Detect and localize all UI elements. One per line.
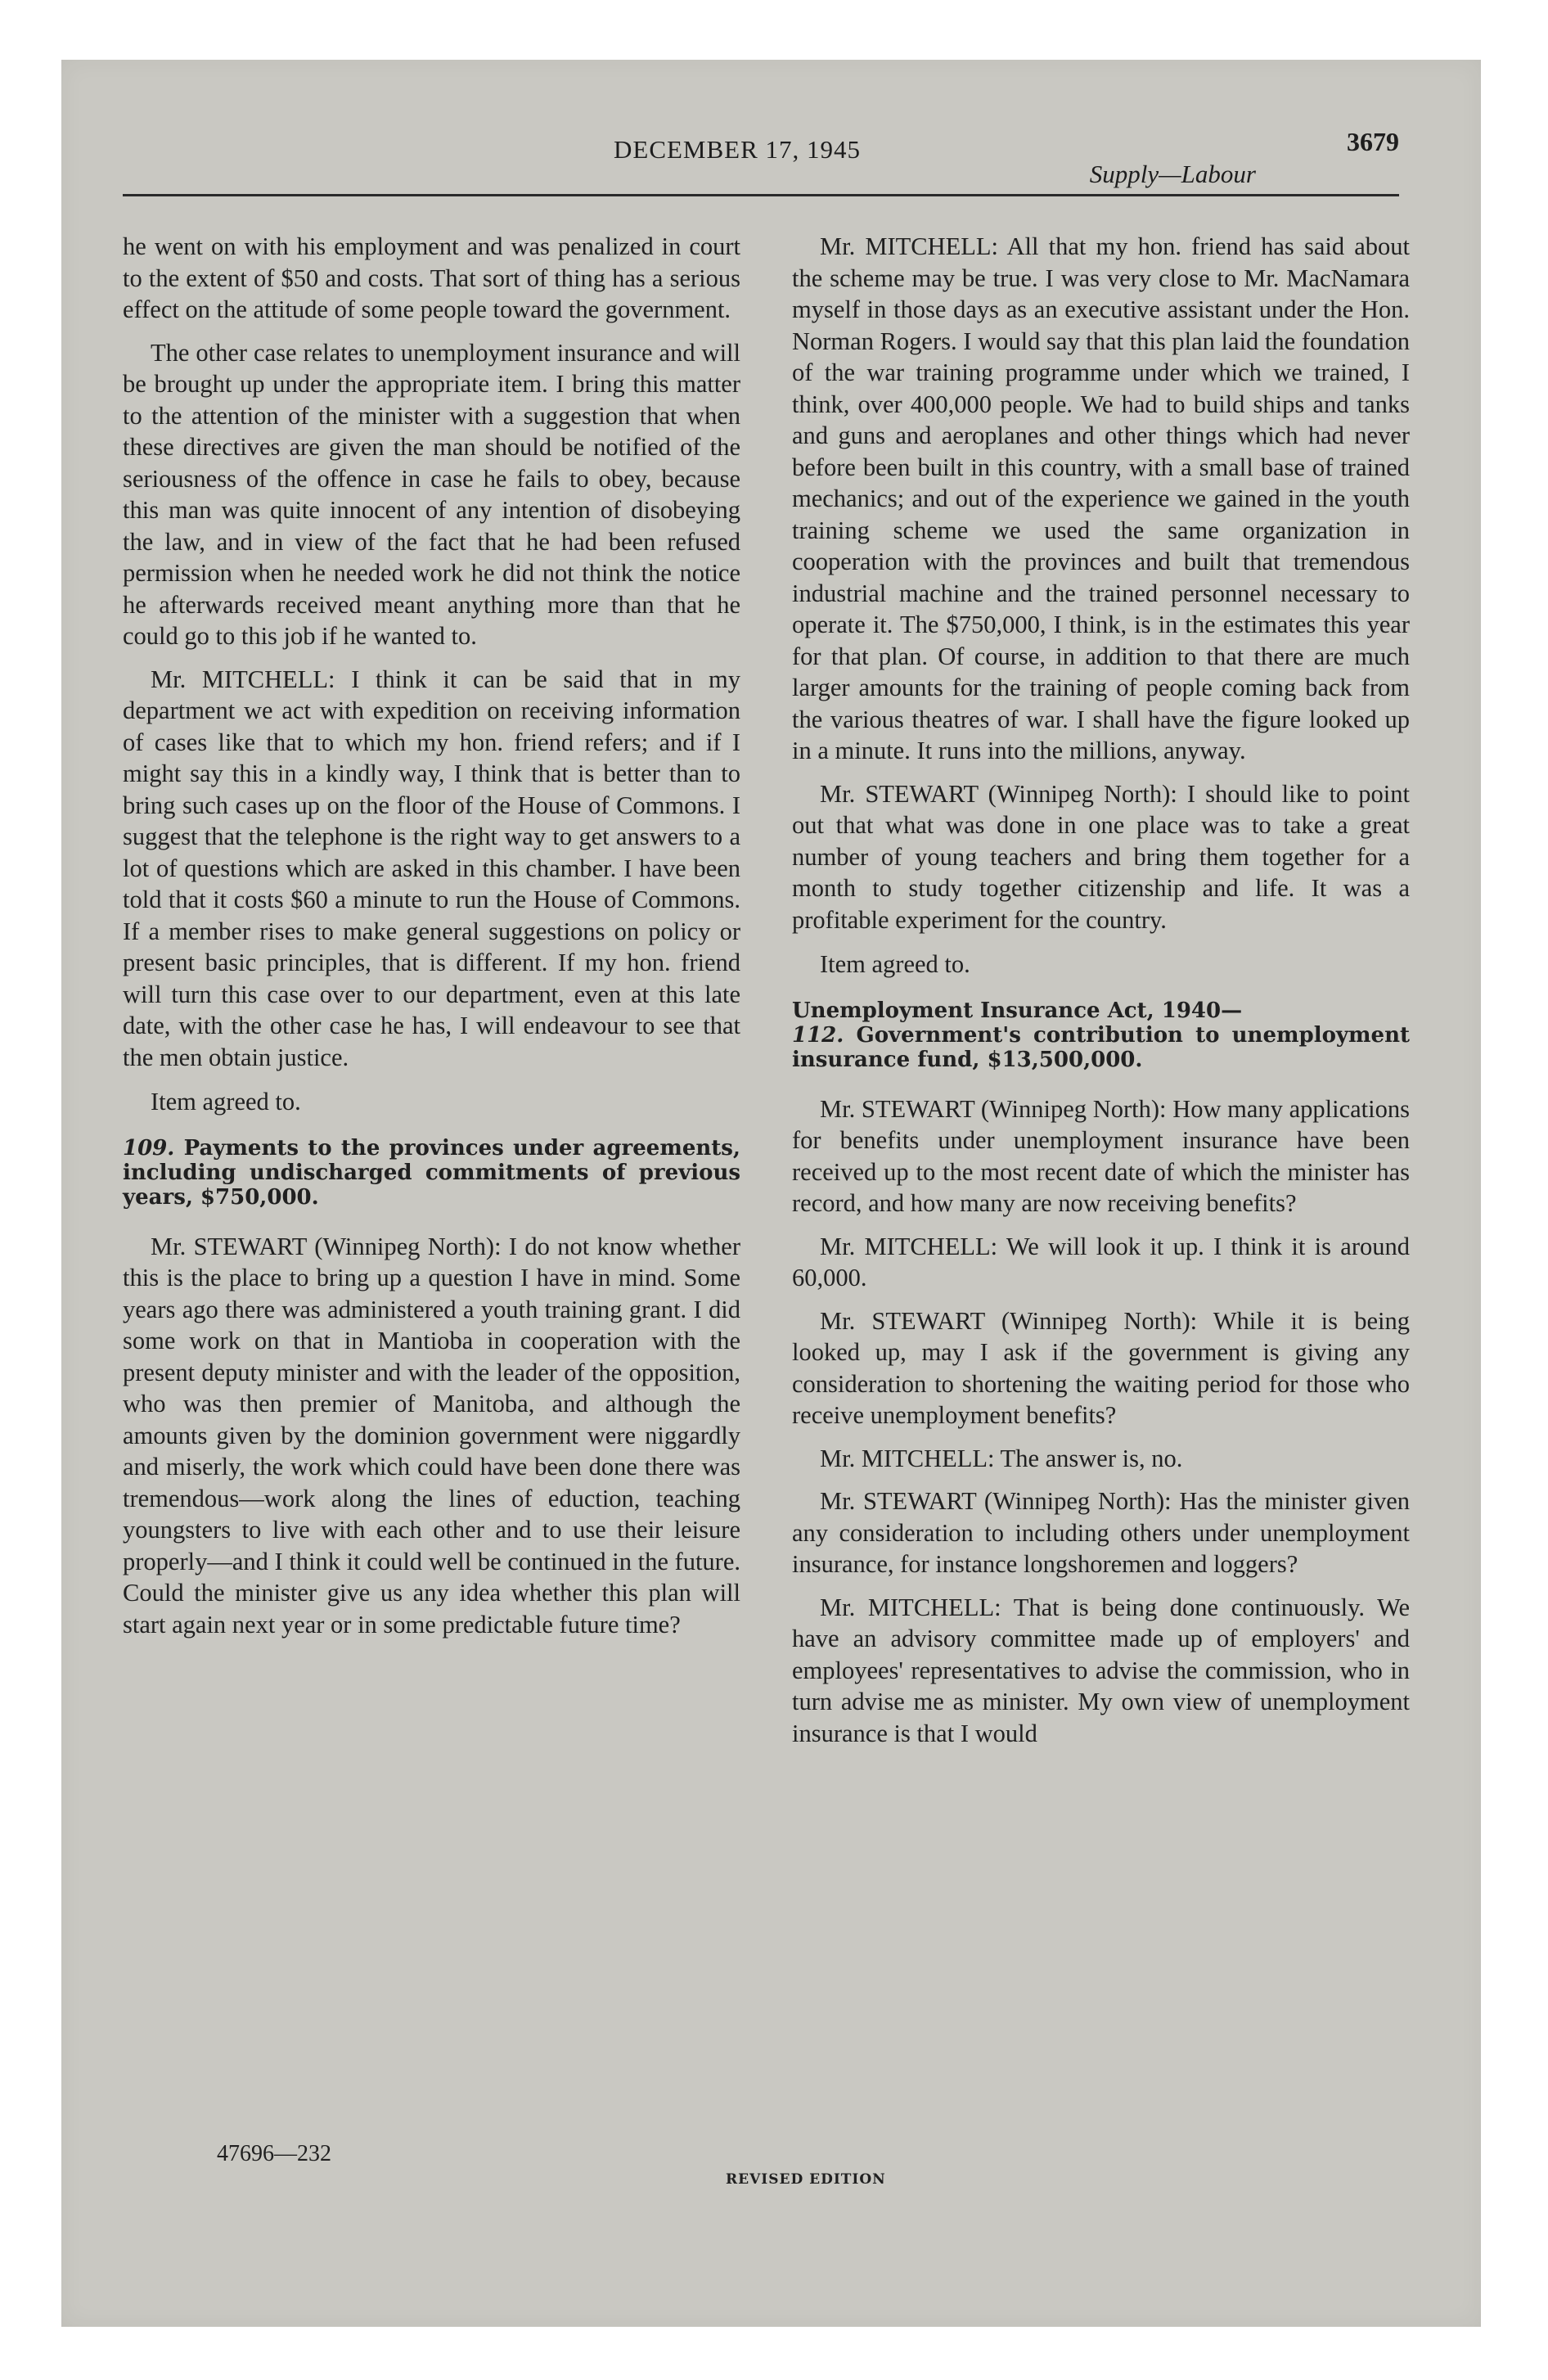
estimate-item-heading — [123, 1136, 740, 1210]
item-description: Government's contribution to unemployment insurance fund, $13,500,000. — [792, 1022, 1410, 1072]
item-description: Payments to the provinces under agreements, including undischarged commitments of previous years, $750,000. — [123, 1135, 740, 1210]
paragraph: Mr. MITCHELL: The answer is, no. — [820, 1444, 1183, 1472]
item-agreed: Item agreed to. — [151, 1088, 301, 1116]
paragraph: Mr. MITCHELL: We will look it up. I think it is around 60,000. — [792, 1232, 1410, 1291]
header-date: DECEMBER 17, 1945 — [614, 135, 862, 164]
item-number: 112. — [792, 1022, 844, 1048]
paragraph: Mr. MITCHELL: I think it can be said that in my department we act with expedition on receiving information of cases like that to which my hon. friend refers; and if I might say this in a kindly way, I think that is better than to bring such cases up on the floor of the House of Commons. I suggest that the telephone is the right way to get answers to a lot of questions which are asked in this chamber. I have been told that it costs $60 a minute to run the House of Commons. If a member rises to make general suggestions on policy or present basic principles, that is different. If my hon. friend will turn this case over to our department, even at this late date, with the other case he has, I will endeavour to see that the men obtain justice. — [123, 665, 740, 1071]
paragraph: Mr. MITCHELL: That is being done continuously. We have an advisory committee made up of employers' and employees' representatives to advise the commission, who in turn advise me as minister. My own view of unemployment insurance is that I would — [792, 1593, 1410, 1747]
item-agreed: Item agreed to. — [820, 950, 970, 978]
page-number: 3679 — [1347, 127, 1399, 156]
item-number: 109. — [123, 1135, 175, 1161]
paragraph: Mr. STEWART (Winnipeg North): Has the minister given any consideration to including others under unemployment insurance, for instance longshoremen and loggers? — [792, 1487, 1410, 1578]
left-column — [123, 231, 740, 1652]
paragraph: Mr. STEWART (Winnipeg North): I should like to point out that what was done in one place was to take a great number of young teachers and bring them together for a month to study together citizenship and life. It was a profitable experiment for the country. — [792, 779, 1410, 934]
page-header — [123, 119, 1399, 201]
estimate-item-heading — [792, 998, 1410, 1072]
act-title: Unemployment Insurance Act, 1940— — [792, 998, 1243, 1023]
paragraph: The other case relates to unemployment insurance and will be brought up under the appropriate item. I bring this matter to the attention of the minister with a suggestion that when these directives are given the man should be notified of the seriousness of the offence in case he fails to obey, because this man was quite innocent of any intention of disobeying the law, and in view of the fact that he had been refused permission when he needed work he did not think the notice he afterwards received meant anything more than that he could go to this job if he wanted to. — [123, 338, 740, 650]
paragraph: Mr. STEWART (Winnipeg North): How many applications for benefits under unemployment insurance have been received up to the most recent date of which the minister has record, and how many are now receiving benefits? — [792, 1094, 1410, 1217]
paragraph: he went on with his employment and was penalized in court to the extent of $50 and costs. That sort of thing has a serious effect on the attitude of some people toward the government. — [123, 232, 740, 323]
header-rule — [123, 194, 1399, 196]
paragraph: Mr. STEWART (Winnipeg North): I do not know whether this is the place to bring up a question I have in mind. Some years ago there was administered a youth training grant. I did some work on that in Mantioba in cooperation with the present deputy minister and with the leader of the opposition, who was then premier of Manitoba, and although the amounts given by the dominion government were niggardly and miserly, the work which could have been done there was tremendous—work along the lines of eduction, teaching youngsters to live with each other and to use their leisure properly—and I think it could well be continued in the future. Could the minister give us any idea whether this plan will start again next year or in some predictable future time? — [123, 1232, 740, 1639]
paragraph: Mr. STEWART (Winnipeg North): While it is being looked up, may I ask if the government is giving any consideration to shortening the waiting period for those who receive unemployment benefits? — [792, 1306, 1410, 1429]
right-column — [792, 231, 1410, 1760]
print-code: 47696—232 — [217, 2141, 331, 2166]
paragraph: Mr. MITCHELL: All that my hon. friend has said about the scheme may be true. I was very close to Mr. MacNamara myself in those days as an executive assistant under the Hon. Norman Rogers. I would say that this plan laid the foundation of the war training programme under which we trained, I think, over 400,000 people. We had to build ships and tanks and guns and aeroplanes and other things which had never before been built in this country, with a small base of trained mechanics; and out of the experience we gained in the youth training scheme we used the same organization in cooperation with the provinces and built that tremendous industrial machine and the trained personnel necessary to operate it. The $750,000, I think, is in the estimates this year for that plan. Of course, in addition to that there are much larger amounts for the training of people coming back from the various theatres of war. I shall have the figure looked up in a minute. It runs into the millions, anyway. — [792, 232, 1410, 764]
edition-label: REVISED EDITION — [726, 2171, 886, 2188]
section-title: Supply—Labour — [1089, 160, 1256, 188]
